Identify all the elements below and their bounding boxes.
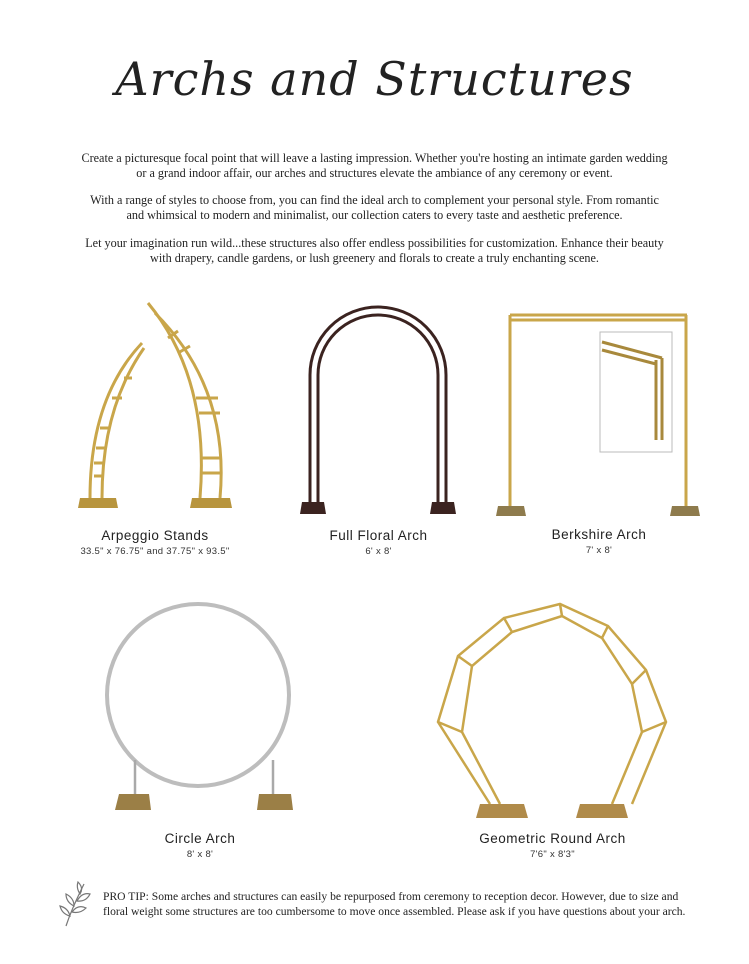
product-geometric-round-arch [465,831,640,860]
product-name: Geometric Round Arch [479,831,626,846]
intro-paragraph-2: With a range of styles to choose from, you can find the ideal arch to complement your personal style. From romantic and whimsical to modern and minimalist, our collection caters to every taste and aesthetic preference. [90,193,659,222]
product-name: Arpeggio Stands [101,528,209,543]
pro-tip-text: PRO TIP: Some arches and structures can easily be repurposed from ceremony to reception decor. However, due to size and floral weight some structures are too cumbersome to move once assembled. Please ask if you have questions about your arch. [103,890,686,918]
intro-paragraph-3: Let your imagination run wild...these structures also offer endless possibilities for customization. Enhance their beauty with drapery, candle gardens, or lush greenery and florals to create a truly enchanting scene. [85,236,664,265]
product-name: Circle Arch [164,831,236,846]
page-title: Archs and Structures [115,52,634,106]
intro-paragraph-1: Create a picturesque focal point that will leave a lasting impression. Whether you're hosting an intimate garden wedding or a grand indoor affair, our arches and structures elevate the ambiance of any ceremony or event. [81,151,668,180]
geometric-round-arch-image [432,604,672,824]
full-floral-arch-image [296,300,461,522]
product-dimensions: 7' x 8' [585,545,613,556]
product-dimensions: 8' x 8' [186,849,214,860]
product-dimensions: 33.5" x 76.75" and 37.75" x 93.5" [80,546,230,557]
product-circle-arch [115,831,285,860]
product-full-floral-arch [296,528,461,557]
product-berkshire-arch [514,527,684,556]
product-name: Full Floral Arch [329,528,428,543]
product-dimensions: 7'6" x 8'3" [530,849,575,860]
berkshire-arch-image [494,310,704,520]
circle-arch-image [95,600,315,810]
leaf-branch-icon [58,880,94,928]
product-arpeggio-stands [60,528,250,557]
product-dimensions: 6' x 8' [365,546,392,557]
product-name: Berkshire Arch [551,527,647,542]
arpeggio-stands-image [60,298,250,523]
